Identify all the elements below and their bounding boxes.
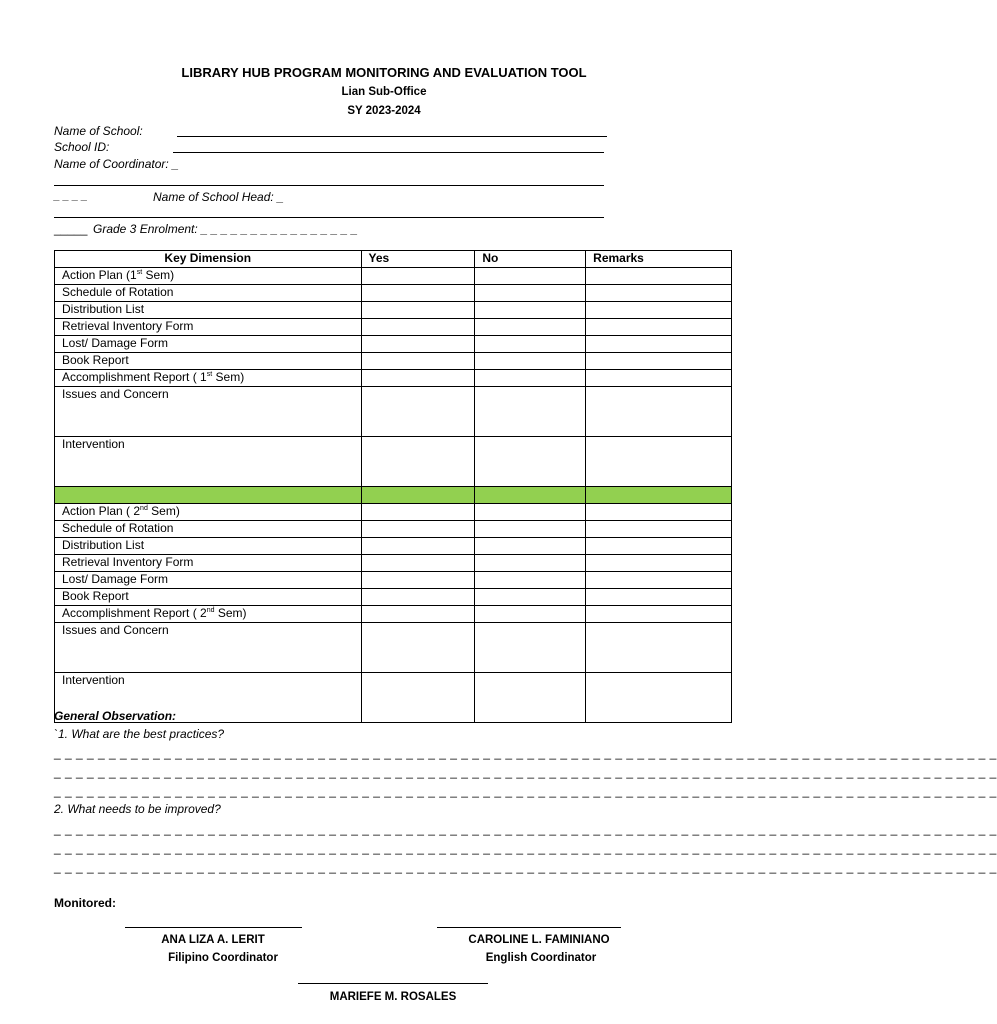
ordinal-suffix: st — [206, 371, 213, 378]
yes-cell[interactable] — [361, 353, 475, 370]
key-dimension-cell — [55, 572, 362, 589]
no-cell[interactable] — [475, 606, 586, 623]
no-cell[interactable] — [475, 521, 586, 538]
key-dimension-cell — [55, 504, 362, 521]
no-cell[interactable] — [475, 336, 586, 353]
coordinator-blank: _ — [172, 157, 179, 171]
remarks-cell[interactable] — [586, 353, 732, 370]
table-row — [55, 285, 732, 302]
yes-cell[interactable] — [361, 285, 475, 302]
table-header-row — [55, 251, 732, 268]
key-dimension-label-tail: Sem) — [147, 504, 180, 518]
remarks-cell[interactable] — [586, 572, 732, 589]
yes-cell[interactable] — [361, 504, 475, 521]
enrolment-field[interactable]: _ _ _ _ _ _ _ _ _ _ _ _ _ _ _ _ — [201, 222, 358, 236]
answer-line[interactable]: _ _ _ _ _ _ _ _ _ _ _ _ _ _ _ _ _ _ _ _ _ _ _ _ _ _ _ _ _ _ _ _ _ _ _ _ _ _ _ _ _ _ _ _ _ _ _ _ _ _ _ _ _ _ _ _ _ _ _ _ _ _ _ _ _ _ _ _ _ _ _ _ _ _ _ _ _ _ _ _ _ _ _ _ _ _ — [54, 784, 997, 798]
yes-cell[interactable] — [361, 336, 475, 353]
yes-cell[interactable] — [361, 268, 475, 285]
left-signatory-name: ANA LIZA A. LERIT — [161, 934, 265, 946]
yes-cell[interactable] — [361, 572, 475, 589]
key-dimension-label-tail: Sem) — [212, 370, 245, 384]
remarks-cell[interactable] — [586, 538, 732, 555]
no-cell[interactable] — [475, 319, 586, 336]
answer-line[interactable]: _ _ _ _ _ _ _ _ _ _ _ _ _ _ _ _ _ _ _ _ _ _ _ _ _ _ _ _ _ _ _ _ _ _ _ _ _ _ _ _ _ _ _ _ _ _ _ _ _ _ _ _ _ _ _ _ _ _ _ _ _ _ _ _ _ _ _ _ _ _ _ _ _ _ _ _ _ _ _ _ _ _ _ _ _ _ — [54, 841, 997, 855]
table-row — [55, 268, 732, 285]
school-name-field[interactable] — [177, 136, 607, 137]
school-year: SY 2023-2024 — [347, 105, 421, 117]
remarks-cell[interactable] — [586, 268, 732, 285]
no-cell[interactable] — [475, 623, 586, 673]
key-dimension-label: Retrieval Inventory Form — [62, 555, 194, 569]
key-dimension-label: Accomplishment Report ( 1 — [62, 370, 207, 384]
table-row — [55, 353, 732, 370]
remarks-cell[interactable] — [586, 285, 732, 302]
remarks-cell[interactable] — [586, 504, 732, 521]
table-row — [55, 538, 732, 555]
key-dimension-label: Distribution List — [62, 538, 145, 552]
yes-cell[interactable] — [361, 538, 475, 555]
school-head-label: Name of School Head: _ — [153, 190, 284, 204]
remarks-cell[interactable] — [586, 555, 732, 572]
yes-cell[interactable] — [361, 555, 475, 572]
no-cell[interactable] — [475, 268, 586, 285]
table-row — [55, 302, 732, 319]
general-observation-heading: General Observation: — [54, 709, 177, 723]
answer-line[interactable]: _ _ _ _ _ _ _ _ _ _ _ _ _ _ _ _ _ _ _ _ _ _ _ _ _ _ _ _ _ _ _ _ _ _ _ _ _ _ _ _ _ _ _ _ _ _ _ _ _ _ _ _ _ _ _ _ _ _ _ _ _ _ _ _ _ _ _ _ _ _ _ _ _ _ _ _ _ _ _ _ _ _ _ _ _ _ — [54, 860, 997, 874]
key-dimension-cell — [55, 268, 362, 285]
ordinal-suffix: st — [136, 269, 143, 276]
question-best-practices: `1. What are the best practices? — [54, 727, 225, 741]
yes-cell[interactable] — [361, 623, 475, 673]
yes-cell[interactable] — [361, 370, 475, 387]
no-cell[interactable] — [475, 673, 586, 723]
key-dimension-label: Book Report — [62, 353, 129, 367]
answer-line[interactable]: _ _ _ _ _ _ _ _ _ _ _ _ _ _ _ _ _ _ _ _ _ _ _ _ _ _ _ _ _ _ _ _ _ _ _ _ _ _ _ _ _ _ _ _ _ _ _ _ _ _ _ _ _ _ _ _ _ _ _ _ _ _ _ _ _ _ _ _ _ _ _ _ _ _ _ _ _ _ _ _ _ _ _ _ _ _ — [54, 765, 997, 779]
table-row — [55, 370, 732, 387]
table-row — [55, 555, 732, 572]
no-cell[interactable] — [475, 437, 586, 487]
bottom-signatory-name: MARIEFE M. ROSALES — [329, 991, 457, 1003]
key-dimension-cell — [55, 302, 362, 319]
head-prefix-blank: _ _ _ _ — [54, 190, 88, 202]
question-improvements: 2. What needs to be improved? — [54, 802, 221, 816]
key-dimension-label: Accomplishment Report ( 2 — [62, 606, 207, 620]
form-title: LIBRARY HUB PROGRAM MONITORING AND EVALUATION TOOL — [181, 65, 587, 80]
enrolment-prefix-blank: _____ — [54, 222, 88, 236]
key-dimension-cell — [55, 370, 362, 387]
evaluation-table — [54, 250, 732, 723]
header-remarks: Remarks — [586, 251, 732, 268]
key-dimension-cell — [55, 555, 362, 572]
bottom-signature-line — [298, 983, 488, 984]
no-cell[interactable] — [475, 302, 586, 319]
yes-cell[interactable] — [361, 589, 475, 606]
table-row-issues — [55, 387, 732, 437]
key-dimension-cell — [55, 521, 362, 538]
key-dimension-cell — [55, 319, 362, 336]
table-row-intervention — [55, 437, 732, 487]
key-dimension-label-tail: Sem) — [142, 268, 175, 282]
yes-cell[interactable] — [361, 319, 475, 336]
no-cell[interactable] — [475, 504, 586, 521]
table-row — [55, 336, 732, 353]
key-dimension-label: Book Report — [62, 589, 129, 603]
table-row — [55, 521, 732, 538]
no-cell[interactable] — [475, 538, 586, 555]
table-row — [55, 606, 732, 623]
key-dimension-label: Schedule of Rotation — [62, 521, 174, 535]
key-dimension-label: Lost/ Damage Form — [62, 336, 169, 350]
key-dimension-cell — [55, 353, 362, 370]
table-row — [55, 504, 732, 521]
no-cell[interactable] — [475, 285, 586, 302]
intervention-label: Intervention — [55, 673, 362, 723]
coordinator-label: Name of Coordinator: _ — [54, 157, 179, 171]
school-id-field[interactable] — [173, 152, 604, 153]
remarks-cell[interactable] — [586, 302, 732, 319]
key-dimension-cell — [55, 336, 362, 353]
office-name: Lian Sub-Office — [341, 86, 427, 98]
remarks-cell[interactable] — [586, 387, 732, 437]
left-signature-line — [125, 927, 302, 928]
remarks-cell[interactable] — [586, 589, 732, 606]
coordinator-field[interactable] — [54, 185, 604, 186]
yes-cell[interactable] — [361, 606, 475, 623]
school-id-label: School ID: — [54, 140, 110, 154]
no-cell[interactable] — [475, 353, 586, 370]
yes-cell[interactable] — [361, 437, 475, 487]
key-dimension-label: Retrieval Inventory Form — [62, 319, 194, 333]
right-signatory-name: CAROLINE L. FAMINIANO — [468, 934, 610, 946]
ordinal-suffix: nd — [206, 607, 215, 614]
sem2-section — [55, 504, 732, 723]
answer-line[interactable]: _ _ _ _ _ _ _ _ _ _ _ _ _ _ _ _ _ _ _ _ _ _ _ _ _ _ _ _ _ _ _ _ _ _ _ _ _ _ _ _ _ _ _ _ _ _ _ _ _ _ _ _ _ _ _ _ _ _ _ _ _ _ _ _ _ _ _ _ _ _ _ _ _ _ _ _ _ _ _ _ _ _ _ _ _ _ — [54, 822, 997, 836]
table-row — [55, 589, 732, 606]
remarks-cell[interactable] — [586, 437, 732, 487]
right-signature-line — [437, 927, 621, 928]
remarks-cell[interactable] — [586, 319, 732, 336]
monitored-label: Monitored: — [54, 896, 116, 910]
key-dimension-label: Action Plan (1 — [62, 268, 137, 282]
key-dimension-cell — [55, 285, 362, 302]
key-dimension-label: Action Plan ( 2 — [62, 504, 141, 518]
table-row-issues — [55, 623, 732, 673]
no-cell[interactable] — [475, 589, 586, 606]
header-no: No — [475, 251, 586, 268]
remarks-cell[interactable] — [586, 521, 732, 538]
ordinal-suffix: nd — [140, 505, 148, 512]
yes-cell[interactable] — [361, 302, 475, 319]
remarks-cell[interactable] — [586, 623, 732, 673]
header-key-dimension: Key Dimension — [55, 251, 362, 268]
yes-cell[interactable] — [361, 673, 475, 723]
issues-label: Issues and Concern — [55, 623, 362, 673]
table-row — [55, 319, 732, 336]
no-cell[interactable] — [475, 387, 586, 437]
issues-label: Issues and Concern — [55, 387, 362, 437]
key-dimension-cell — [55, 606, 362, 623]
sem1-section — [55, 268, 732, 487]
key-dimension-cell — [55, 538, 362, 555]
left-signatory-title: Filipino Coordinator — [168, 952, 278, 964]
key-dimension-label-tail: Sem) — [214, 606, 247, 620]
right-signatory-title: English Coordinator — [485, 952, 597, 964]
school-head-field[interactable] — [54, 217, 604, 218]
answer-line[interactable]: _ _ _ _ _ _ _ _ _ _ _ _ _ _ _ _ _ _ _ _ _ _ _ _ _ _ _ _ _ _ _ _ _ _ _ _ _ _ _ _ _ _ _ _ _ _ _ _ _ _ _ _ _ _ _ _ _ _ _ _ _ _ _ _ _ _ _ _ _ _ _ _ _ _ _ _ _ _ _ _ _ _ _ _ _ _ — [54, 746, 997, 760]
yes-cell[interactable] — [361, 521, 475, 538]
key-dimension-label: Lost/ Damage Form — [62, 572, 169, 586]
key-dimension-label: Schedule of Rotation — [62, 285, 174, 299]
intervention-label: Intervention — [55, 437, 362, 487]
school-name-label: Name of School: — [54, 124, 143, 138]
table-row — [55, 572, 732, 589]
enrolment-label: Grade 3 Enrolment: _ _ _ _ _ _ _ _ _ _ _ _ _ _ _ _ — [93, 222, 358, 236]
yes-cell[interactable] — [361, 387, 475, 437]
remarks-cell[interactable] — [586, 606, 732, 623]
header-yes: Yes — [361, 251, 475, 268]
semester-divider-row — [55, 487, 732, 504]
key-dimension-cell — [55, 589, 362, 606]
no-cell[interactable] — [475, 555, 586, 572]
school-head-blank: _ — [277, 190, 284, 204]
no-cell[interactable] — [475, 572, 586, 589]
remarks-cell[interactable] — [586, 673, 732, 723]
remarks-cell[interactable] — [586, 336, 732, 353]
remarks-cell[interactable] — [586, 370, 732, 387]
no-cell[interactable] — [475, 370, 586, 387]
key-dimension-label: Distribution List — [62, 302, 145, 316]
